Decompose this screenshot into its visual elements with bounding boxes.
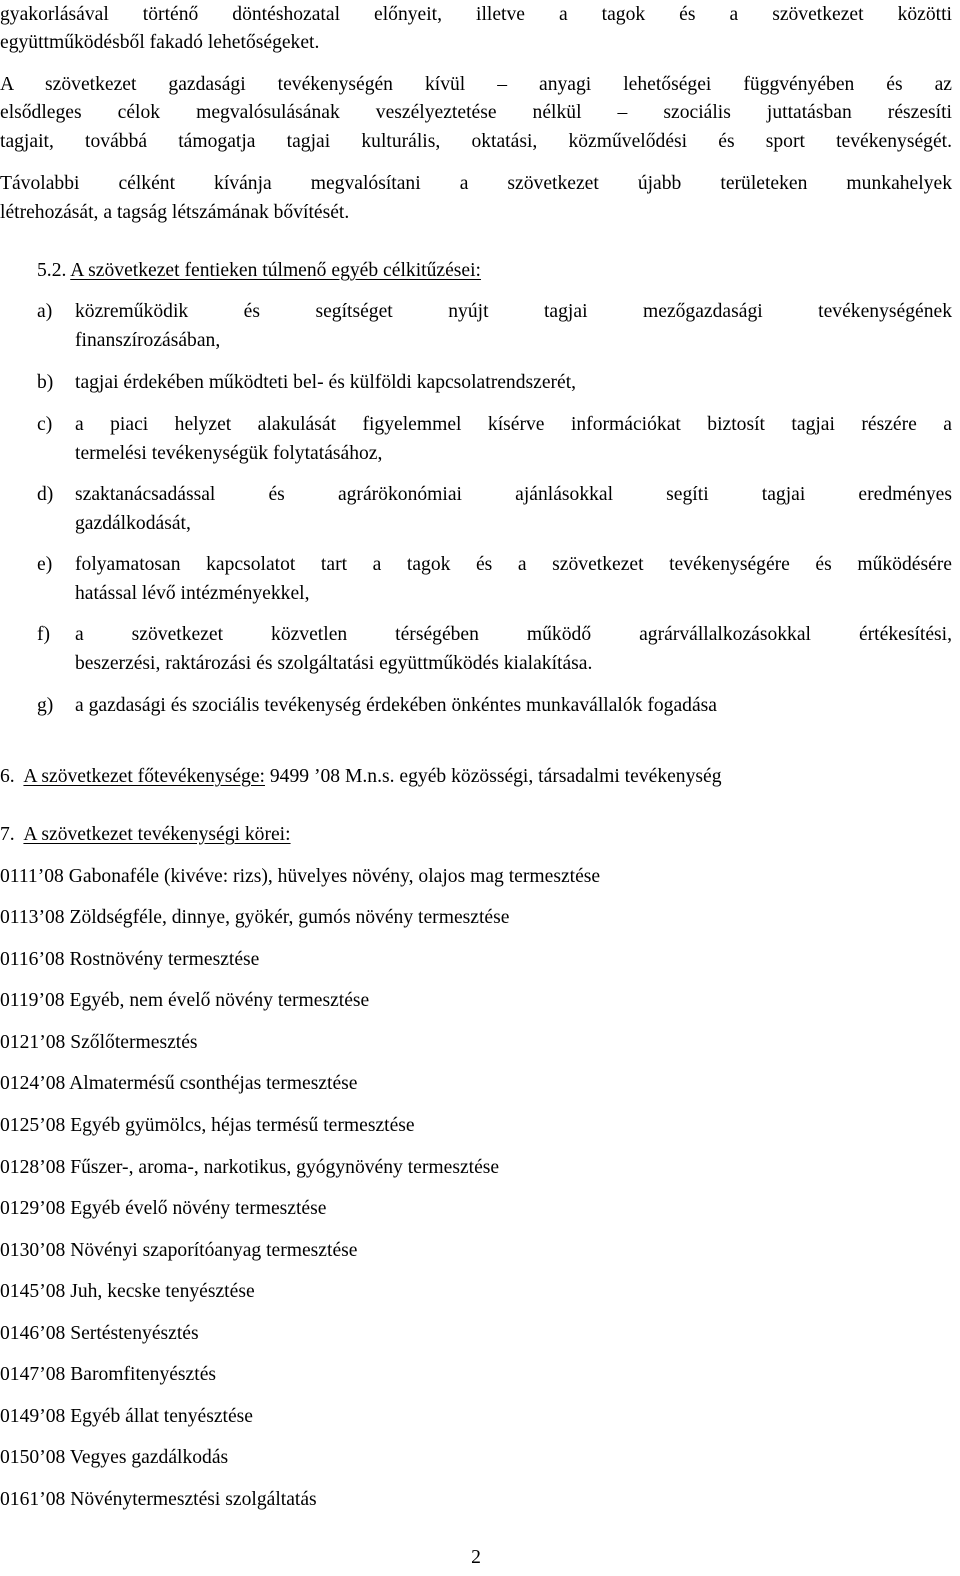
intro-line: Távolabbi célként kívánja megvalósítani a szövetkezet újabb területeken munkahelyek [0, 173, 952, 194]
activity-item: 0130’08 Növényi szaporítóanyag termesztése [0, 1240, 358, 1261]
list-item-label: e) [37, 554, 53, 575]
intro-line: gyakorlásával történő döntéshozatal előnyeit, illetve a tagok és a szövetkezet közötti [0, 4, 952, 25]
list-item-text: a szövetkezet közvetlen térségében működő agrárvállalkozásokkal értékesítési, [75, 624, 952, 645]
activity-item: 0129’08 Egyéb évelő növény termesztése [0, 1198, 327, 1219]
list-item-text: tagjai érdekében működteti bel- és külföldi kapcsolatrendszerét, [75, 372, 577, 393]
section-6 [0, 762, 952, 791]
section-number: 6. [0, 766, 15, 787]
activity-item: 0161’08 Növénytermesztési szolgáltatás [0, 1489, 317, 1510]
activity-item: 0149’08 Egyéb állat tenyésztése [0, 1406, 253, 1427]
intro-line: tagjait, továbbá támogatja tagjai kulturális, oktatási, közművelődési és sport tevékenységét. [0, 131, 952, 152]
list-item-text: folyamatosan kapcsolatot tart a tagok és a szövetkezet tevékenységére és működésére [75, 554, 952, 575]
list-item-text: hatással lévő intézményekkel, [75, 583, 310, 604]
activity-item: 0113’08 Zöldségféle, dinnye, gyökér, gumós növény termesztése [0, 907, 510, 928]
activity-item: 0121’08 Szőlőtermesztés [0, 1032, 198, 1053]
list-item-label: a) [37, 301, 53, 322]
list-item-label: b) [37, 372, 54, 393]
activity-item: 0147’08 Baromfitenyésztés [0, 1364, 217, 1385]
list-item-text: a piaci helyzet alakulását figyelemmel kísérve információkat biztosít tagjai részére a [75, 414, 952, 435]
list-item-label: c) [37, 414, 53, 435]
activity-item: 0145’08 Juh, kecske tenyésztése [0, 1281, 255, 1302]
intro-line: A szövetkezet gazdasági tevékenységén kívül – anyagi lehetőségei függvényében és az [0, 74, 952, 95]
section-number: 5.2. [37, 260, 67, 281]
list-item-text: finanszírozásában, [75, 330, 221, 351]
activity-item: 0119’08 Egyéb, nem évelő növény termesztése [0, 990, 370, 1011]
page-number: 2 [471, 1547, 481, 1568]
activity-item: 0125’08 Egyéb gyümölcs, héjas termésű termesztése [0, 1115, 415, 1136]
activity-item: 0146’08 Sertéstenyésztés [0, 1323, 199, 1344]
list-item-text: gazdálkodását, [75, 513, 191, 534]
section-heading-5-2 [37, 256, 481, 285]
section-title: A szövetkezet fentieken túlmenő egyéb célkitűzései: [70, 260, 481, 281]
list-item-text: közreműködik és segítséget nyújt tagjai mezőgazdasági tevékenységének [75, 301, 952, 322]
section-number: 7. [0, 824, 15, 845]
activity-item: 0124’08 Almatermésű csonthéjas termesztése [0, 1073, 358, 1094]
activity-item: 0111’08 Gabonaféle (kivéve: rizs), hüvelyes növény, olajos mag termesztése [0, 866, 601, 887]
list-item-text: termelési tevékenységük folytatásához, [75, 443, 383, 464]
list-item-text: beszerzési, raktározási és szolgáltatási együttműködés kialakítása. [75, 653, 593, 674]
list-item-label: d) [37, 484, 54, 505]
list-item-text: szaktanácsadással és agrárökonómiai ajánlásokkal segíti tagjai eredményes [75, 484, 952, 505]
main-activity-text: 9499 ’08 M.n.s. egyéb közösségi, társadalmi tevékenység [264, 766, 722, 787]
activity-item: 0128’08 Fűszer-, aroma-, narkotikus, gyógynövény termesztése [0, 1157, 500, 1178]
intro-line: létrehozását, a tagság létszámának bővítését. [0, 202, 350, 223]
list-item-text: a gazdasági és szociális tevékenység érdekében önkéntes munkavállalók fogadása [75, 695, 717, 716]
section-7-heading [0, 820, 952, 849]
intro-line: elsődleges célok megvalósulásának veszélyeztetése nélkül – szociális juttatásban részesíti [0, 102, 952, 123]
section-title: A szövetkezet tevékenységi körei: [23, 824, 291, 845]
list-item-label: f) [37, 624, 51, 645]
activity-item: 0116’08 Rostnövény termesztése [0, 949, 260, 970]
activity-item: 0150’08 Vegyes gazdálkodás [0, 1447, 229, 1468]
list-item-label: g) [37, 695, 54, 716]
intro-line: együttműködésből fakadó lehetőségeket. [0, 32, 320, 53]
section-title: A szövetkezet főtevékenysége: [23, 766, 265, 787]
